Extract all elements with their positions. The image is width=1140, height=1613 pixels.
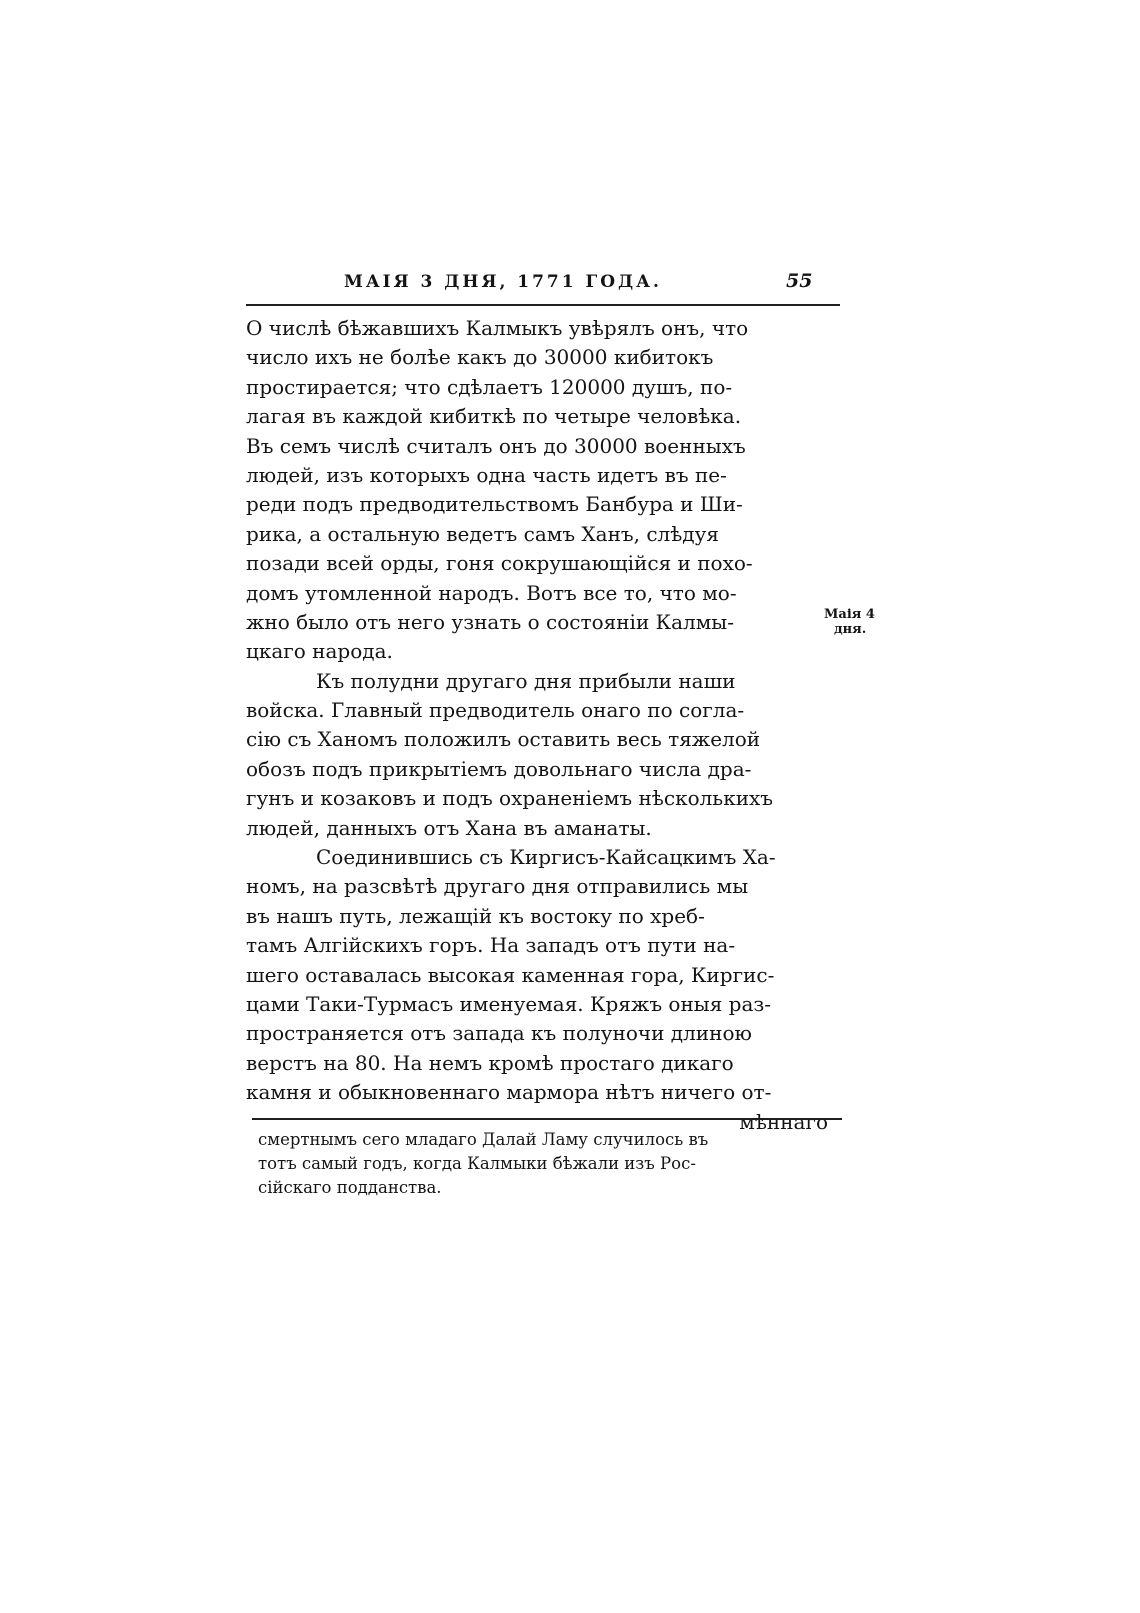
paragraph-start-line: Соединившись съ Киргисъ-Кайсацкимъ Ха- [316, 845, 776, 870]
header-rule [246, 304, 840, 306]
footnote-line: смертнымъ сего младаго Далай Ламу случилось въ [258, 1130, 709, 1149]
footnote-line: сійскаго подданства. [258, 1178, 442, 1197]
body-line: верстъ на 80. На немъ кромѣ простаго дикаго [246, 1050, 734, 1075]
body-line: людей, данныхъ отъ Хана въ аманаты. [246, 815, 652, 840]
body-line: лагая въ каждой кибиткѣ по четыре человѣка. [246, 404, 742, 429]
body-line: номъ, на разсвѣтѣ другаго дня отправились мы [246, 874, 749, 899]
body-text [246, 314, 836, 1137]
margin-note-line: дня. [834, 622, 867, 637]
body-line: камня и обыкновеннаго мармора нѣтъ ничего от- [246, 1080, 772, 1105]
body-line: число ихъ не болѣе какъ до 30000 кибитокъ [246, 345, 714, 370]
body-line: шего оставалась высокая каменная гора, Киргис- [246, 962, 775, 987]
body-line: цами Таки-Турмасъ именуемая. Кряжъ оныя раз- [246, 991, 772, 1016]
body-line: реди подъ предводительствомъ Банбура и Ши- [246, 492, 743, 517]
catchword-line: мѣннаго [739, 1109, 828, 1134]
body-line: тамъ Алгійскихъ горъ. На западъ отъ пути на- [246, 933, 736, 958]
paragraph-start-line: Къ полудни другаго дня прибыли наши [316, 668, 736, 693]
body-line: рика, а остальную ведетъ самъ Ханъ, слѣдуя [246, 521, 719, 546]
body-line: въ нашъ путь, лежащій къ востоку по хреб- [246, 903, 705, 928]
body-line: сію съ Ханомъ положилъ оставить весь тяжелой [246, 727, 761, 752]
page-number: 55 [786, 270, 813, 292]
running-head: МАІЯ 3 ДНЯ, 1771 ГОДА. [344, 272, 662, 292]
page-header [246, 270, 846, 298]
body-line: войска. Главный предводитель онаго по согла- [246, 698, 745, 723]
margin-note-line: Маія 4 [824, 607, 875, 622]
body-line: гунъ и козаковъ и подъ охраненіемъ нѣсколькихъ [246, 786, 774, 811]
body-line: домъ утомленной народъ. Вотъ все то, что мо- [246, 580, 737, 605]
body-line: обозъ подъ прикрытіемъ довольнаго числа дра- [246, 756, 752, 781]
footnote-line: тотъ самый годъ, когда Калмыки бѣжали изъ Рос- [258, 1154, 696, 1173]
body-line: позади всей орды, гоня сокрушающійся и похо- [246, 551, 753, 576]
body-line: жно было отъ него узнать о состояніи Калмы- [246, 609, 734, 634]
body-line: Въ семъ числѣ считалъ онъ до 30000 военныхъ [246, 433, 746, 458]
footnote [258, 1128, 838, 1200]
body-line: пространяется отъ запада къ полуночи длиною [246, 1021, 752, 1046]
body-line: цкаго народа. [246, 639, 393, 664]
body-line: простирается; что сдѣлаетъ 120000 душъ, по- [246, 374, 733, 399]
margin-note-date [824, 607, 875, 637]
book-page [246, 270, 875, 1197]
footnote-rule [252, 1118, 842, 1120]
body-line: людей, изъ которыхъ одна часть идетъ въ пе- [246, 462, 727, 487]
body-line: О числѣ бѣжавшихъ Калмыкъ увѣрялъ онъ, что [246, 316, 749, 340]
